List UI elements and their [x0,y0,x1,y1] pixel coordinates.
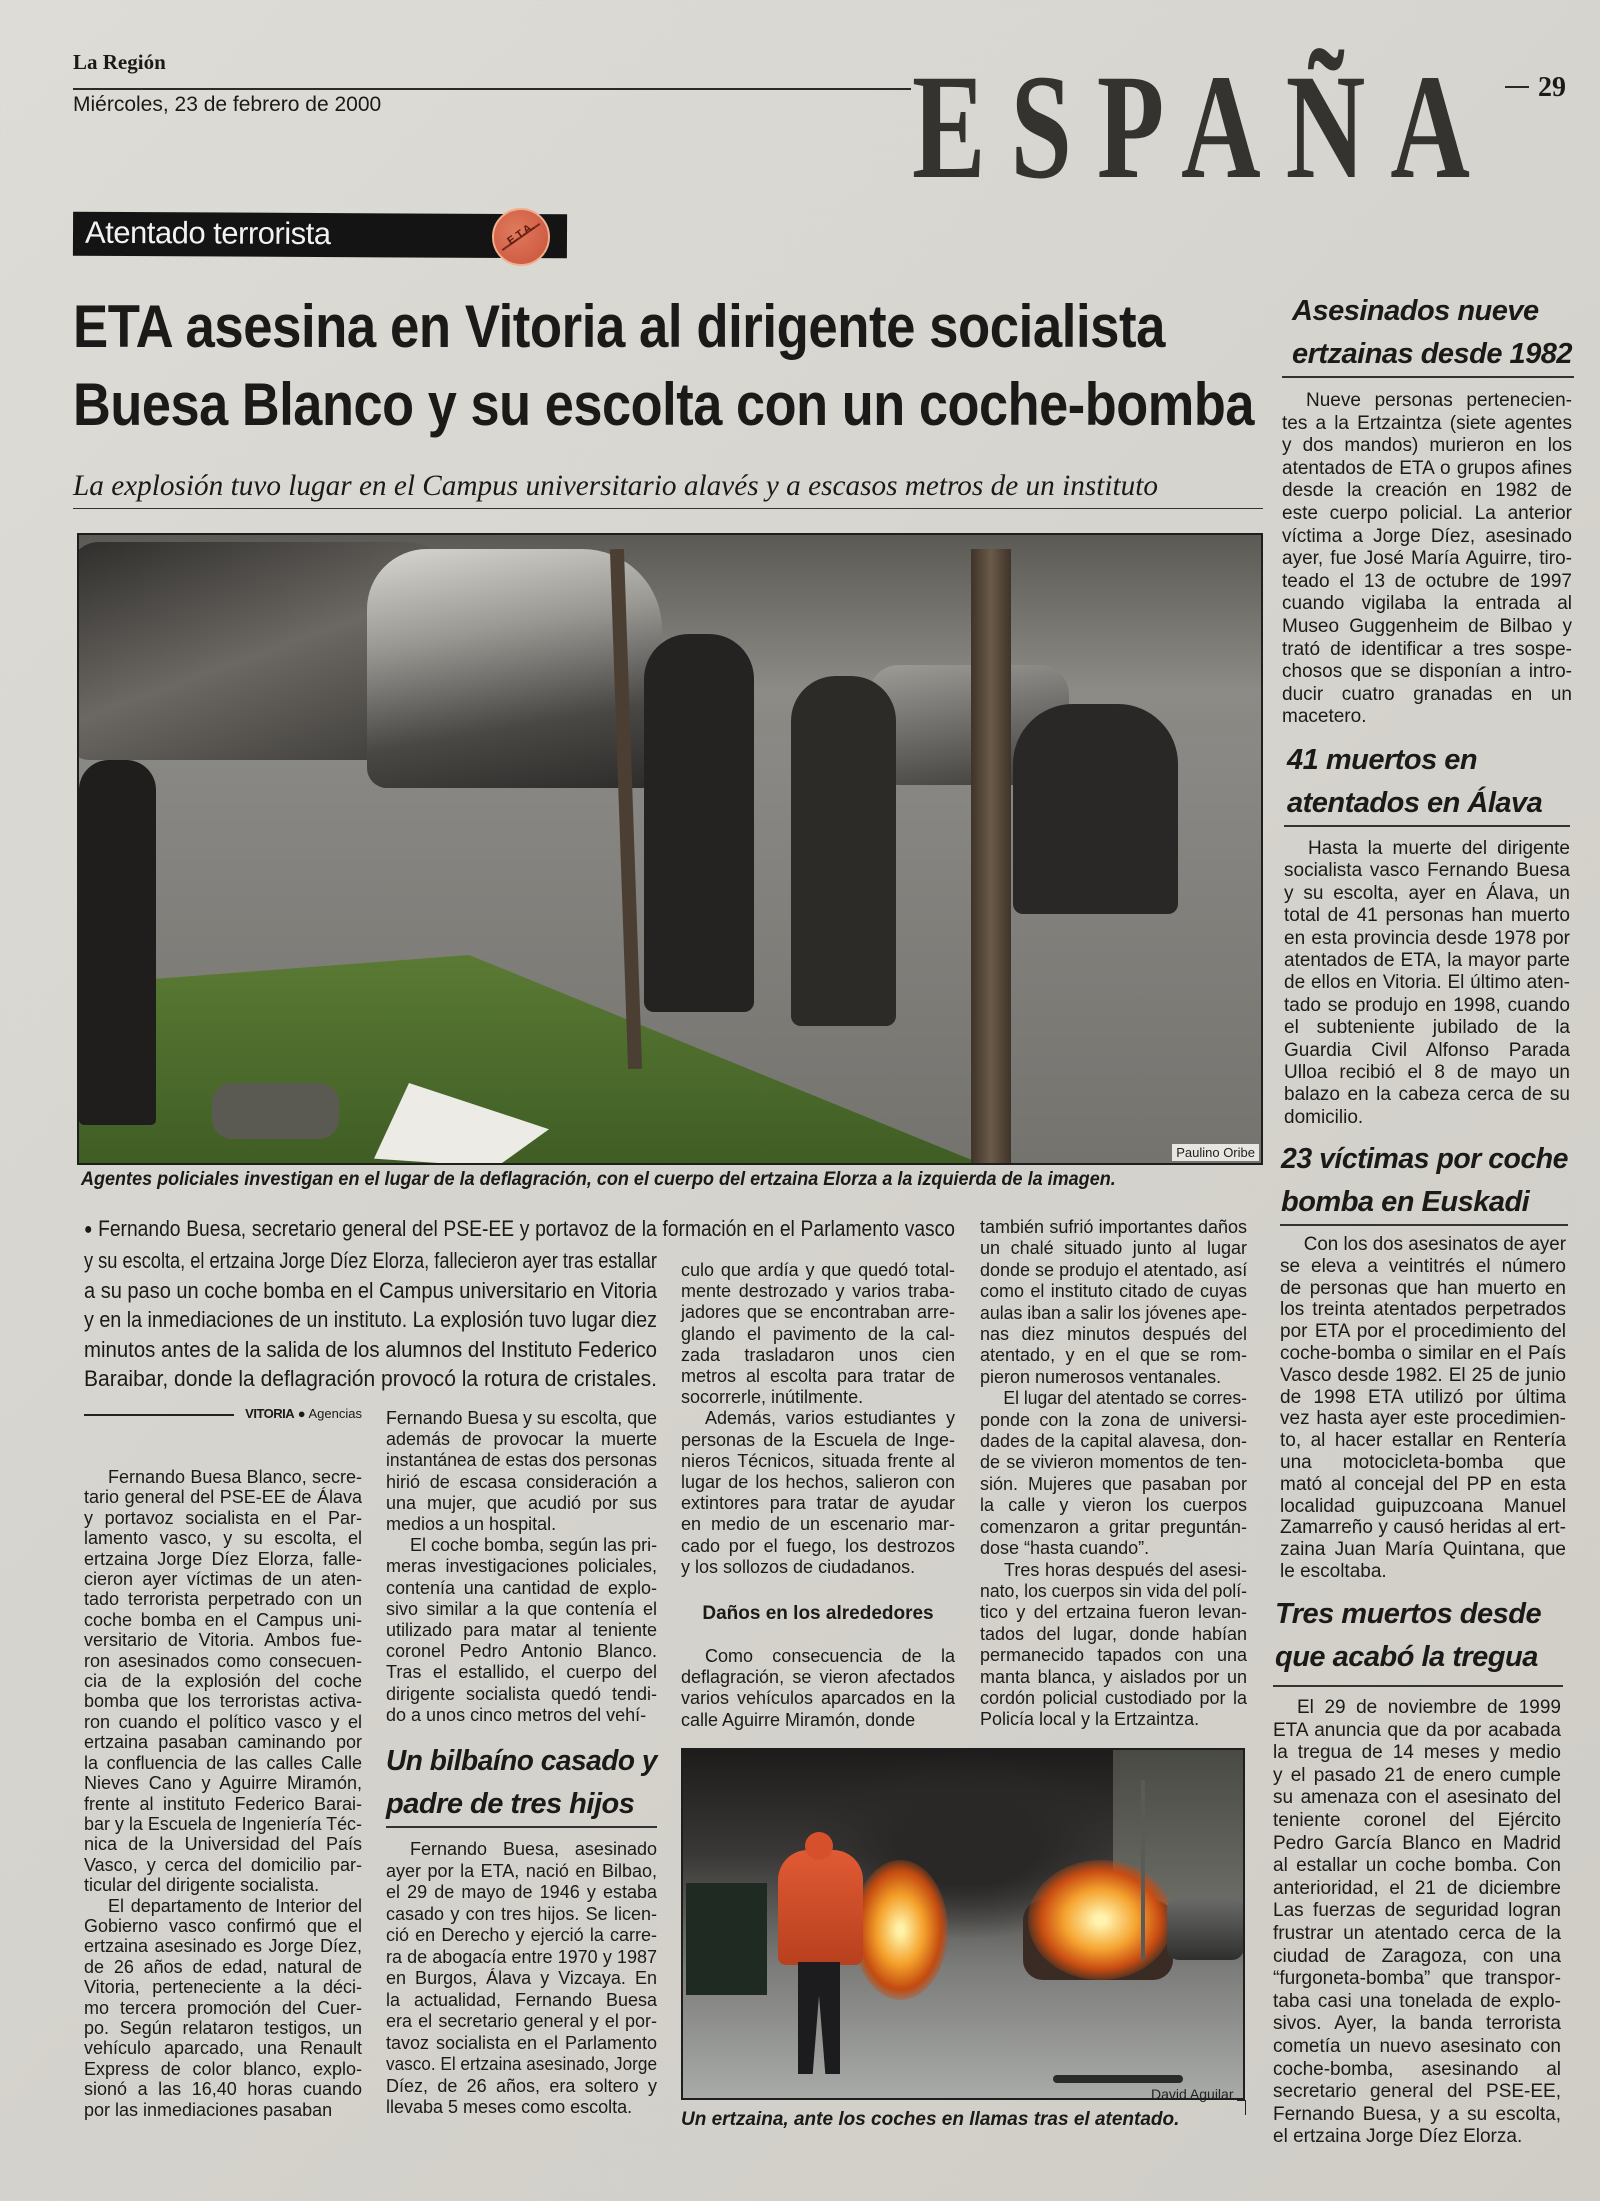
main-photo [77,533,1263,1165]
text-line: nas diez minutos después del [980,1324,1247,1345]
text-line: El departamento de Interior del [108,1895,362,1916]
byline: VITORIA ● Agencias [84,1404,362,1424]
text-line: Tres horas después del asesi- [1004,1559,1247,1580]
text-line: un chalé situado junto al lugar [980,1238,1247,1259]
text-line: tes a la Ertzaintza (siete agentes [1282,412,1572,434]
text-line: Guardia Civil Alfonso Parada [1284,1039,1570,1061]
text-line: Pedro García Blanco en Madrid [1273,1832,1561,1854]
text-line: era el secretario general y el por- [386,2011,657,2031]
text-line: Como consecuencia de la [705,1646,955,1666]
text-line: comenzaron a gritar preguntán- [980,1516,1247,1537]
text-line: ayer, fue José María Aguirre, tiro- [1282,548,1572,570]
photo-police-officer [791,676,896,1026]
text-line: ertzaina asesinado es Jorge Díez, [84,1936,362,1957]
sidebar-body-1 [1282,390,1572,729]
photo-credit: Paulino Oribe [1172,1144,1259,1161]
text-line: sivo similar a la que contenía el [386,1598,657,1619]
text-line: lamento vasco, y su escolta, el [84,1528,362,1549]
text-line: el ertzaina Jorge Díez Elorza. [1273,2126,1523,2148]
text-line: de ellos en Vitoria. El último aten- [1284,972,1570,994]
text-line: vasco. El ertzaina asesinado, Jorge [386,2054,657,2074]
article-column-2 [386,1408,657,1726]
article-column-4 [980,1217,1247,1731]
text-line: Vasco desde 1982. El 25 de junio [1280,1364,1566,1386]
text-line: medios a un hospital. [386,1514,557,1535]
text-line: y su escolta, ayer en Álava, un [1284,882,1570,904]
text-line: zada trasladaron unos cien [681,1344,955,1365]
text-line: por las inmediaciones pasaban [84,2099,333,2120]
text-line: jadores que se encontraban arre- [681,1302,955,1323]
text-line: instantánea de estas dos personas [386,1450,657,1471]
text-line: taba casi una tonelada de explo- [1273,1990,1561,2012]
text-line: chosos que se disponían a intro- [1282,661,1572,683]
sidebar-body-4 [1273,1697,1561,2149]
text-line: ertzaina Jorge Díez Elorza, falle- [84,1548,362,1569]
text-line: secretario general del PSE-EE, [1273,2081,1561,2103]
text-line: cado por el fuego, los destrozos [681,1535,955,1556]
text-line: cieron ayer víctimas de un aten- [84,1569,362,1590]
text-line: tado terrorista perpetrado con un [84,1589,362,1610]
photo-fire [853,1860,948,2000]
text-line: los treinta atentados perpetrados [1280,1299,1566,1321]
sidebar-rule [1284,825,1570,827]
sidebar-rule [1280,1224,1568,1226]
text-line: Hasta la muerte del dirigente [1308,838,1570,859]
text-line: al estallar un coche bomba. Con [1273,1855,1561,1877]
text-line: por ETA por el procedimiento del [1280,1321,1566,1343]
text-line: casado y con tres hijos. Se licen- [386,1903,657,1924]
text-line: culo que ardía y que quedó total- [681,1260,955,1280]
text-line: hirió de escasa consideración a [386,1471,657,1492]
text-line: el subteniente jubilado de la [1284,1017,1570,1039]
text-line: atentados de ETA, la mayor parte [1284,950,1570,972]
text-line: nato, los cuerpos sin vida del polí- [980,1580,1247,1601]
photo-police-officer [644,634,754,1012]
main-photo-caption: Agentes policiales investigan en el lugar de la deflagración, con el cuerpo del ertzaina Elorza a la izquierda de la imagen. [81,1169,1116,1190]
photo-ertzaina-red-jacket [778,1850,863,1965]
text-line: Fernando Buesa, asesinado [410,1839,657,1859]
text-line: nica de la Universidad del País [84,1834,362,1855]
text-line: “furgoneta-bomba” que transpor- [1273,1968,1561,1990]
text-line: en medio de un escenario mar- [681,1514,955,1535]
text-line: atentado, y en el que se rom- [980,1345,1247,1366]
text-line: Tras el estallido, el cuerpo del [386,1662,657,1683]
text-line: ● Fernando Buesa, secretario general del PSE-EE y portavoz de la formación en el Parlamento vasco [84,1214,955,1246]
headline-line-2: Buesa Blanco y su escolta con un coche-bomba [73,371,1255,438]
text-line: en Burgos, Álava y Vizcaya. En [386,1968,657,1988]
text-line: minutos antes de la salida de los alumnos del Instituto Federico [84,1336,657,1362]
text-line: cordón policial custodiado por la [980,1687,1247,1708]
photo-tree-trunk [971,549,1011,1165]
text-line: Museo Guggenheim de Bilbao y [1282,615,1572,637]
photo-body-on-ground [212,1083,339,1139]
text-line: llevaba 5 meses como escolta. [386,2097,633,2117]
text-line: de 26 años de edad, natural de [84,1956,362,1977]
text-line: tados del lugar, donde habían [980,1623,1247,1644]
photo-parked-car [1167,1897,1244,1960]
text-line: aulas iban a salir los jóvenes ape- [980,1302,1247,1323]
text-line: teniente coronel del Ejército [1273,1809,1561,1831]
page-number: 29 [1538,72,1566,103]
text-line: coche-bomba o similar en el País [1280,1342,1566,1364]
text-line: calle Aguirre Miramón, donde [681,1709,916,1730]
text-line: Policía local y la Ertzaintza. [980,1709,1200,1730]
text-line: lugar de los hechos, salieron con [681,1472,955,1493]
text-line: la confluencia de las calles Calle [84,1752,362,1773]
sidebar-heading-1: Asesinados nueve ertzainas desde 1982 [1292,295,1572,370]
sidebar-body-2 [1284,838,1570,1129]
sidebar-rule [1282,376,1574,378]
sidebar-heading-3: 23 víctimas por coche bomba en Euskadi [1281,1143,1568,1218]
text-line: el 29 de mayo de 1946 y estaba [386,1882,657,1902]
photo-street-lamp [1141,1780,1145,1960]
text-line: como el instituto citado de cuyas [980,1281,1247,1302]
text-line: una mujer, que acudió por sus [386,1492,657,1513]
text-line: varios vehículos aparcados en la [681,1688,955,1709]
text-line: domicilio. [1284,1106,1364,1128]
text-line: coronel Pedro Antonio Blanco. [386,1641,657,1662]
text-line: pieron numerosos ventanales. [980,1366,1222,1387]
text-line: Fernando Buesa y su escolta, que [386,1408,657,1428]
text-line: Con los dos asesinatos de ayer [1303,1234,1566,1255]
text-line: El coche bomba, según las pri- [410,1535,658,1556]
text-line: sión. Mujeres que pasaban por [980,1473,1247,1494]
text-line: manta blanca, y aislados por un [980,1666,1247,1687]
text-line: localidad guipuzcoana Manuel [1280,1495,1566,1517]
text-line: Vitoria, perteneciente a la déci- [84,1977,362,1998]
text-line: ticular del dirigente socialista. [84,1875,320,1896]
text-line: sionó a las 16,40 horas cuando [84,2079,362,2100]
text-line: Nieves Cano y Aguirre Miramón, [84,1773,362,1794]
text-line: vez hasta ayer este procedimien- [1280,1408,1566,1430]
photo-ertzaina-head [805,1832,833,1860]
text-line: glando el pavimento de la cal- [681,1323,955,1344]
text-line: de personas que han muerto en [1280,1277,1566,1299]
second-photo-caption: Un ertzaina, ante los coches en llamas tras el atentado. [681,2109,1180,2130]
text-line: dirigente socialista quedó tendi- [386,1683,657,1704]
text-line: trató de identificar a tres sospe- [1282,638,1572,660]
text-line: Express de color blanco, explo- [84,2058,362,2079]
eta-logo-icon: E.T.A. [492,208,550,266]
text-line: ponde con la zona de universi- [980,1409,1247,1430]
photo-dumpster [686,1883,767,1995]
text-line: bar y la Escuela de Ingeniería Téc- [84,1813,362,1834]
text-line: utilizado para matar al teniente [386,1620,657,1641]
text-line: do a unos cinco metros del vehí- [386,1704,647,1725]
text-line: socorrerle, inútilmente. [681,1387,864,1408]
publication-name: La Región [73,50,166,74]
text-line: cuando vigilaba la entrada al [1282,593,1572,615]
text-line: este cuerpo policial. La anterior [1282,502,1572,524]
text-line: ron asesinados como consecuen- [84,1650,362,1671]
second-photo-credit: David Aguilar [1151,2086,1234,2102]
text-line: su amenaza con el asesinato del [1273,1787,1561,1809]
text-line: po. Según relataron testigos, un [84,2017,362,2038]
text-line: bomba que los terroristas activa- [84,1691,362,1712]
text-line: ció en Derecho y ejerció la carre- [386,1925,657,1945]
text-line: ra de abogacía entre 1970 y 1987 [386,1946,657,1967]
text-line: Gobierno vasco confirmó que el [84,1915,362,1936]
text-line: cometía un nuevo asesinato con [1273,2035,1561,2057]
text-line: vehículo aparcado, una Renault [84,2038,362,2059]
sidebar-body-3 [1280,1234,1566,1583]
sidebar-rule [1273,1685,1563,1687]
text-line: total de 41 personas han muerto [1284,905,1570,927]
bio-heading-rule [386,1826,657,1828]
text-line: Ulloa recibió el 8 de mayo un [1284,1062,1570,1084]
text-line: meras investigaciones policiales, [386,1556,657,1577]
text-line: además de provocar la muerte [386,1429,657,1450]
text-line: Nueve personas pertenecien- [1306,390,1572,411]
text-line: zaina Juan María Quintana, que [1280,1539,1566,1561]
text-line: ducir cuatro granadas en un [1282,683,1572,705]
text-line: permanecido tapados con una [980,1645,1247,1666]
text-line: ciudad de Zaragoza, con una [1273,1945,1561,1967]
text-line: nieros Técnicos, situada frente al [681,1450,955,1471]
text-line: ron cuando el político vasco y el [84,1711,362,1732]
text-line: mente destrozado y varios traba- [681,1281,955,1302]
text-line: dose “hasta cuando”. [980,1538,1150,1559]
photo-police-officer [79,760,156,1125]
text-line: tario general del PSE-EE de Álava [84,1487,362,1508]
bio-heading: Un bilbaíno casado y padre de tres hijos [386,1745,657,1820]
text-line: sivos. Ayer, la banda terrorista [1273,2013,1561,2035]
text-line: tado se produjo en 1998, cuando [1284,994,1570,1016]
text-line: Las fuerzas de seguridad logran [1273,1900,1561,1922]
section-title: ESPAÑA [912,44,1495,210]
text-line: macetero. [1282,706,1367,728]
text-line: frente al instituto Federico Barai- [84,1793,362,1814]
text-line: de se vivieron momentos de ten- [980,1452,1247,1473]
page-number-dash [1505,86,1529,88]
text-line: dades de la capital alavesa, don- [980,1431,1247,1452]
text-line: Además, varios estudiantes y [705,1408,955,1429]
byline-place: VITORIA [245,1406,295,1421]
text-line: versitario de Vitoria. Ambos fue- [84,1630,362,1651]
text-line: El lugar del atentado se corres- [1003,1388,1247,1409]
text-line: a su paso un coche bomba en el Campus universitario en Vitoria [84,1277,657,1303]
article-column-3-continued [681,1646,955,1731]
headline-line-1: ETA asesina en Vitoria al dirigente socialista [73,293,1166,360]
text-line: coche bomba en el Campus uni- [84,1609,362,1630]
text-line: deflagración, se vieron afectados [681,1667,955,1688]
text-line: Díez, de 26 años, era soltero y [386,2075,657,2096]
article-column-1 [84,1467,362,2120]
text-line: teado el 13 de octubre de 1997 [1282,570,1572,592]
text-line: de 1998 ETA utilizó por última [1280,1386,1566,1408]
kicker-label: Atentado terrorista [84,214,331,252]
text-line: contenía una cantidad de explo- [386,1577,657,1598]
text-line: frustrar un atentado cerca de la [1273,1922,1561,1944]
text-line: mató al concejal del PP en esta [1280,1473,1566,1495]
text-line: desde la creación en 1982 de [1282,480,1572,502]
text-line: tico y del ertzaina fueron levan- [980,1602,1247,1623]
text-line: metros al escolta para tratar de [681,1366,955,1387]
text-line: la calle y vieron los cuerpos [980,1495,1247,1516]
text-line: ayer por la ETA, nació en Bilbao, [386,1860,657,1881]
text-line: ETA anuncia que da por acabada [1273,1719,1561,1741]
subheadline-rule [73,508,1263,509]
article-column-3 [681,1260,955,1578]
text-line: se eleva a veintitrés el número [1280,1255,1566,1277]
text-line: víctima a Jorge Díez, asesinado [1282,525,1572,547]
text-line: Baraibar, donde la deflagración provocó la rotura de cristales. [84,1366,657,1392]
text-line: Zamarreño y causó heridas al ert- [1280,1517,1566,1539]
text-line: socialista vasco Fernando Buesa [1284,860,1570,882]
text-line: El 29 de noviembre de 1999 [1297,1697,1561,1718]
text-line: y los sollozos de ciudadanos. [681,1556,916,1577]
text-line: tavoz socialista en el Parlamento [386,2032,657,2053]
photo-police-officer [1013,704,1178,914]
text-line: extintores para tratar de ayudar [681,1493,955,1514]
text-line: cia de la explosión del coche [84,1671,362,1692]
text-line: Fernando Buesa Blanco, secre- [108,1467,362,1487]
text-line: la actualidad, Fernando Buesa [386,1989,657,2010]
text-line: y en la inmediaciones de un instituto. La explosión tuvo lugar diez [84,1307,657,1333]
text-line: personas de la Escuela de Inge- [681,1429,955,1450]
text-line: anterioridad, el 21 de diciembre [1273,1877,1561,1899]
sidebar-heading-4: Tres muertos desde que acabó la tregua [1275,1598,1542,1673]
byline-source: Agencias [308,1406,362,1421]
subheadline: La explosión tuvo lugar en el Campus universitario alavés y a escasos metros de un instituto [73,469,1158,502]
text-line: coche-bomba, asesinando al [1273,2058,1561,2080]
text-line: donde se produjo el atentado, así [980,1259,1248,1280]
text-line: y dos mandos) murieron en los [1282,435,1572,457]
photo-ertzaina-legs [798,1962,840,2074]
header-rule [73,88,911,90]
text-line: atentados de ETA o grupos afines [1282,457,1572,479]
text-line: ertzaina pasaban caminando por [84,1732,362,1753]
second-photo [681,1748,1245,2100]
photo-fire [1028,1860,1173,1980]
text-line: balazo en la cabeza cerca de su [1284,1084,1570,1106]
text-line: la tregua de 14 meses y medio [1273,1742,1561,1764]
damage-subheading: Daños en los alrededores [702,1603,934,1624]
text-line: Fernando Buesa, y a su escolta, [1273,2103,1561,2125]
text-line: y portavoz socialista en el Par- [84,1507,362,1528]
sidebar-heading-2: 41 muertos en atentados en Álava [1287,744,1543,819]
issue-date: Miércoles, 23 de febrero de 2000 [73,93,382,116]
bio-body [386,1839,657,2119]
text-line: mo tercera promoción del Cuer- [84,1997,362,2018]
text-line: una motocicleta-bomba que [1280,1451,1566,1473]
byline-rule [84,1414,234,1416]
text-line: to, al hacer estallar en Rentería [1280,1430,1566,1452]
text-line: y su escolta, el ertzaina Jorge Díez Elorza, fallecieron ayer tras estallar [84,1248,657,1274]
text-line: Vasco, y cerca del domicilio par- [84,1854,362,1875]
text-line: y el pasado 21 de enero cumple [1273,1764,1561,1786]
text-line: le escoltaba. [1280,1560,1387,1582]
photo-debris [1053,2075,1183,2083]
text-line: también sufrió importantes daños [980,1217,1247,1237]
text-line: en esta provincia desde 1978 por [1284,927,1570,949]
